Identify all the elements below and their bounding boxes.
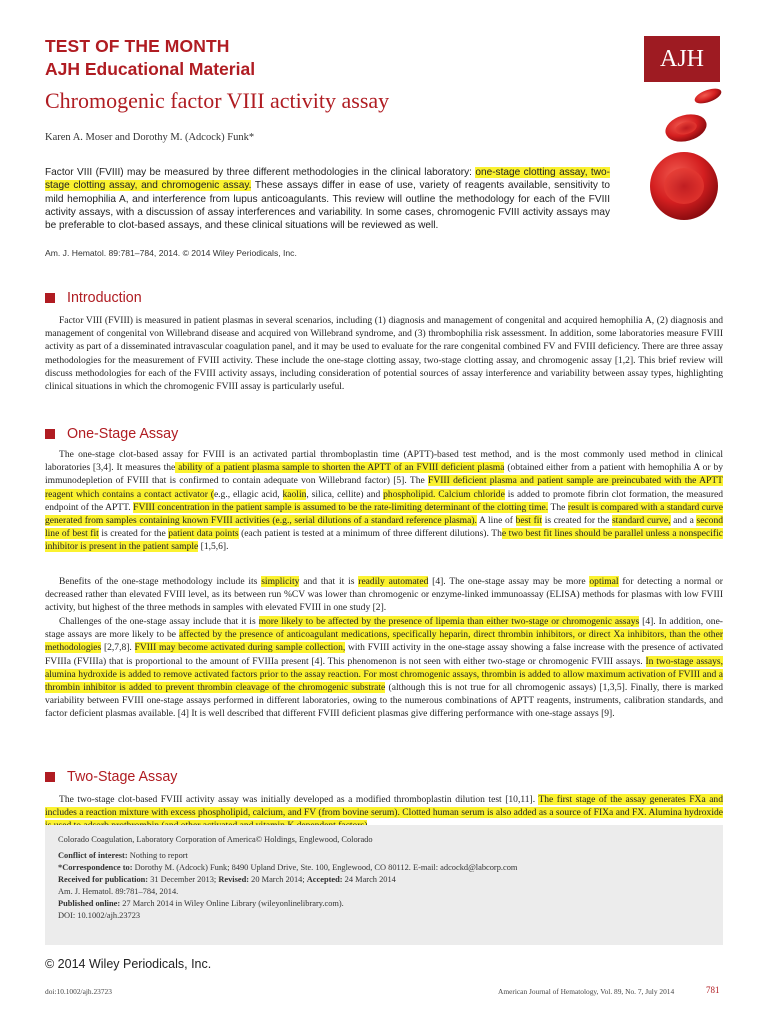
body-text: , silica, cellite) and <box>306 488 384 500</box>
highlighted-text: In two-stage assays, alumina hydroxide is added to remove activated factors prior to the assay reaction. For most chromogenic assays, thrombin is added to allow maximum activation of FVIII and a thrombin inhibitor is added to prevent thrombin cleavage of the chromogenic substrate <box>45 655 723 694</box>
introduction-paragraph: Factor VIII (FVIII) is measured in patient plasmas in several scenarios, including (1) diagnosis and management of congenital and acquired hemophilia A, (2) diagnosis and management of congenital von Willebrand disease and acquired von Willebrand syndrome, and (3) thrombophilia risk assessment. In addition, some laboratories measure FVIII activity as part of a disseminated intravascular coagulation panel, and it may be used to evaluate for the rare congenital combined FV and FVIII deficiency. There are three assay methodologies for the measurement of FVIII activity. These include the one-stage clotting assay, two-stage clotting assay, and chromogenic assay [1,2]. This brief review will discuss methodologies for each of the FVIII activity assays, including consideration of potential sources of assay interference and variability between assay types, highlighting clinical situations in which the chromogenic FVIII assay is particularly useful. <box>45 315 723 393</box>
section-heading-introduction <box>45 290 142 306</box>
section-heading-text: Introduction <box>67 290 142 306</box>
section-heading-text: Two-Stage Assay <box>67 769 178 785</box>
section-heading-two-stage-assay <box>45 769 177 785</box>
body-text: (although this is not true for all chromogenic assays) [1,3,5]. Finally, there is marked variability between FVIII one-stage assays performed in different laboratories, owing to the numerous combinations of APTT reagents, instruments, calibration standards, and factor deficient plasmas available. [4] It is well described that different FVIII deficient plasmas give differing performance with one-stage assays [9]. <box>45 682 723 720</box>
highlighted-text: readily automated <box>358 576 429 587</box>
section-marker-icon <box>45 772 55 782</box>
highlighted-text: more likely to be affected by the presence of lipemia than either two-stage or chromogenic assays <box>258 616 640 627</box>
one-stage-paragraph-3 <box>45 615 723 721</box>
one-stage-paragraph-2 <box>45 575 723 615</box>
section-marker-icon <box>45 293 55 303</box>
section-heading-text: One-Stage Assay <box>67 426 179 442</box>
red-blood-cells-illustration <box>640 86 730 226</box>
body-text: Challenges of the one-stage assay include that it is <box>59 616 259 627</box>
highlighted-text: FVIII concentration in the patient sample is assumed to be the rate-limiting determinant of the clotting time. <box>133 501 549 513</box>
body-text: for detecting a normal or decreased rather than elevated FVIII level, as its between run %CV was lower than chromogenic or enzyme-linked immunoassay (ELISA) methods for plasmas with low FVIII activity, but highest of the three methods in samples with elevated FVIII in one study [2]. <box>45 576 723 614</box>
body-text: The one-stage clot-based assay for FVIII is an activated partial thromboplastin time (APTT)-based test method, and is the most commonly used method in clinical laboratories [3,4]. It measures the <box>45 449 723 474</box>
highlighted-text: optimal <box>589 576 619 587</box>
correspondence: *Correspondence to: Dorothy M. (Adcock) Funk; 8490 Upland Drive, Ste. 100, Englewood, CO 80112. E-mail: adcockd@labcorp.com <box>58 863 518 872</box>
body-text: [4]. The one-stage assay may be more <box>428 576 590 587</box>
footer-doi: doi:10.1002/ajh.23723 <box>45 987 112 996</box>
journal-citation: Am. J. Hematol. 89:781–784, 2014. <box>58 887 179 896</box>
abstract <box>45 166 610 232</box>
abstract-citation: Am. J. Hematol. 89:781–784, 2014. © 2014 Wiley Periodicals, Inc. <box>45 248 297 258</box>
body-text: (obtained either from a patient with hemophilia A or by immunodepletion of FVIII that is confirmed to contain adequate von Willebrand factor) [5]. The <box>45 462 723 487</box>
copyright-notice: © 2014 Wiley Periodicals, Inc. <box>45 957 212 971</box>
blood-cell-medium <box>662 110 709 146</box>
section-subkicker: AJH Educational Material <box>45 59 256 79</box>
body-text: is created for the <box>542 515 612 527</box>
highlighted-text: phospholipid. Calcium chloride <box>383 488 505 500</box>
body-text: and a <box>670 515 697 527</box>
section-kicker: TEST OF THE MONTH <box>45 36 230 56</box>
doi-line: DOI: 10.1002/ajh.23723 <box>58 911 141 920</box>
affiliation: Colorado Coagulation, Laboratory Corporation of America© Holdings, Englewood, Colorado <box>58 835 373 844</box>
section-heading-one-stage-assay <box>45 426 178 442</box>
body-text: (each patient is tested at a minimum of three different dilutions). Th <box>238 528 502 540</box>
body-text: is created for the <box>98 528 169 540</box>
logo-text: AJH <box>659 45 704 72</box>
journal-logo <box>644 36 720 82</box>
highlighted-text: ability of a patient plasma sample to shorten the APTT of an FVIII deficient plasma <box>175 462 505 474</box>
blood-cell-large <box>650 152 718 220</box>
section-marker-icon <box>45 429 55 439</box>
highlighted-text: e two best fit lines should be parallel unless a nonspecific inhibitor is present in the patient sample <box>45 528 723 553</box>
body-text: e.g., ellagic acid, <box>213 488 283 500</box>
highlighted-text: FVIII deficient plasma and patient sample are preincubated with the APTT reagent which contains a contact activator ( <box>45 475 723 500</box>
highlighted-text: best fit <box>515 515 543 527</box>
highlighted-text: kaolin <box>282 488 307 500</box>
blood-cell-small <box>693 86 723 106</box>
abstract-text: Factor VIII (FVIII) may be measured by three different methodologies in the clinical laboratory: <box>45 167 476 178</box>
one-stage-paragraph-1 <box>45 448 723 554</box>
article-footnote-box <box>45 825 723 945</box>
conflict-of-interest: Conflict of interest: Nothing to report <box>58 851 188 860</box>
body-text: [2,7,8]. <box>101 642 135 654</box>
highlighted-text: patient data points <box>168 528 239 540</box>
page-number: 781 <box>706 985 720 995</box>
article-title: Chromogenic factor VIII activity assay <box>45 88 390 113</box>
highlighted-text: The first stage of the assay generates FXa and includes a reaction mixture with excess phospholipid, calcium, and FV (from bovine serum). Clotted human serum is also added as a source of FIXa and FX. Alumina hydroxide <box>45 794 723 831</box>
body-text: with FVIII activity in the one-stage assay showing a false increase with the presence of activated FVIIIa (FVIIIa) that is proportional to the amount of FVIIIa present [4]. This phenomenon is not seen with either two-stage or chromogenic FVIII assays. <box>45 642 723 667</box>
highlighted-text: affected by the presence of anticoagulant medications, specifically heparin, direct thrombin inhibitors, or direct Xa inhibitors, than the other methodologies <box>45 629 723 654</box>
body-text: and that it is <box>299 576 359 587</box>
highlighted-text: second line of best fit <box>45 515 723 540</box>
abstract-highlight: one-stage clotting assay, two-stage clotting assay, and chromogenic assay. <box>45 167 610 192</box>
footer-journal-info: American Journal of Hematology, Vol. 89, No. 7, July 2014 <box>498 987 675 996</box>
publication-dates: Received for publication: 31 December 2013; Revised: 20 March 2014; Accepted: 24 March 2014 <box>58 875 396 884</box>
highlighted-text: FVIII may become activated during sample collection, <box>134 642 346 654</box>
highlighted-text: standard curve, <box>611 515 671 527</box>
body-text: A line of <box>476 515 516 527</box>
body-text: [1,5,6]. <box>198 541 229 553</box>
body-text: Benefits of the one-stage methodology include its <box>59 576 262 587</box>
highlighted-text: simplicity <box>261 576 300 587</box>
body-text: The <box>548 501 568 513</box>
body-text: is added to promote fibrin clot formation, the measured endpoint of the APTT. <box>45 488 724 513</box>
author-list: Karen A. Moser and Dorothy M. (Adcock) Funk* <box>45 132 255 143</box>
published-online: Published online: 27 March 2014 in Wiley Online Library (wileyonlinelibrary.com). <box>58 899 344 908</box>
body-text: [4]. In addition, one-stage assays are more likely to be <box>45 616 723 641</box>
highlighted-text: result is compared with a standard curve generated from samples containing known FVIII activities (e.g., serial dilutions of a standard reference plasma). <box>45 501 724 527</box>
body-text: The two-stage clot-based FVIII activity assay was initially developed as a modified thromboplastin dilution test [10,11]. <box>59 794 539 805</box>
abstract-text-cont: These assays differ in ease of use, variety of reagents available, sensitivity to mild hemophilia A, and interference from lupus anticoagulants. This review will outline the methodology for each of the FVIII activity assays, with a discussion of assay interferences and variability. In some cases, chromogenic FVIII activity assays may be preferable to clot-based assays, and these clinical situations will be reviewed as well. <box>45 180 610 232</box>
